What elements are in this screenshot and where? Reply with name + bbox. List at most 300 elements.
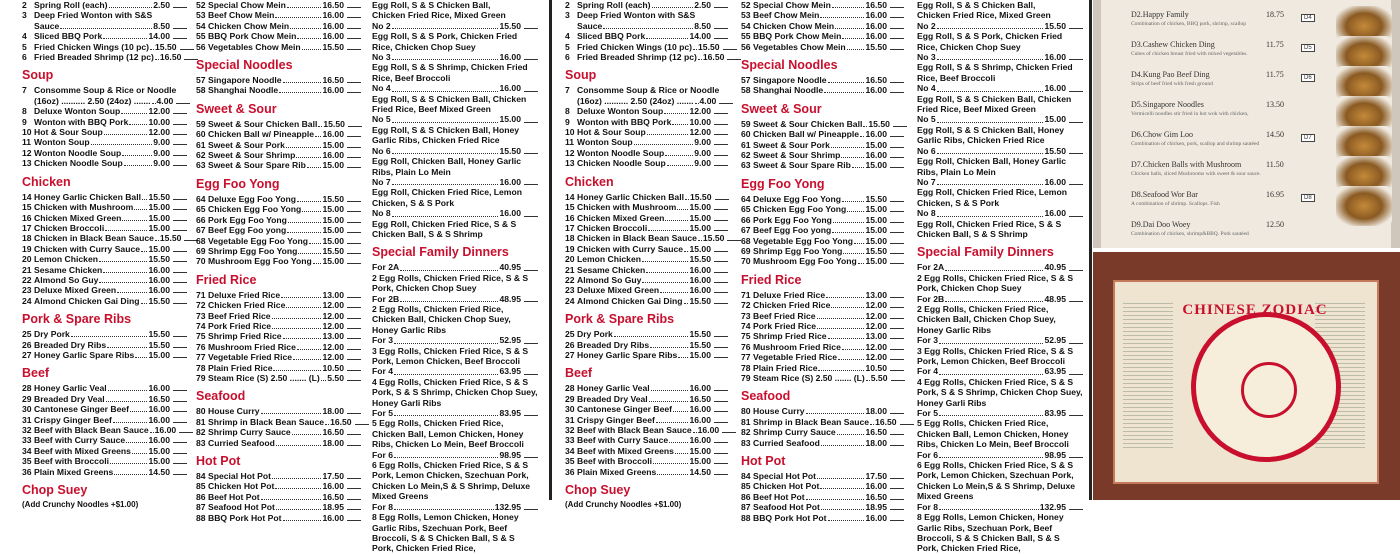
item-number: 7 bbox=[22, 85, 27, 96]
dot-leader bbox=[297, 349, 322, 350]
dot-leader bbox=[863, 126, 867, 127]
dot-leader bbox=[603, 28, 693, 29]
dot-leader bbox=[820, 17, 864, 18]
write-in-line bbox=[347, 328, 361, 329]
combo-label: For 3 bbox=[372, 335, 394, 346]
item-price: 15.50 bbox=[689, 295, 711, 306]
dot-leader bbox=[99, 282, 147, 283]
item-number: 33 bbox=[565, 435, 575, 446]
dot-leader bbox=[296, 157, 321, 158]
item-number: 72 bbox=[741, 300, 751, 311]
item-number: 79 bbox=[196, 372, 206, 383]
dot-leader bbox=[820, 488, 864, 489]
dot-leader bbox=[287, 232, 321, 233]
item-price: 9.00 bbox=[153, 147, 170, 158]
menu-item bbox=[22, 148, 187, 158]
item-price: 15.00 bbox=[865, 204, 887, 215]
write-in-line bbox=[173, 453, 187, 454]
item-number: 32 bbox=[565, 425, 575, 435]
write-in-line bbox=[890, 92, 904, 93]
item-name: Spring Roll (each) bbox=[577, 0, 651, 10]
item-price: 14.50 bbox=[689, 466, 711, 477]
write-in-line bbox=[524, 208, 538, 216]
item-number: 77 bbox=[741, 352, 751, 363]
item-name: BBQ Pork Chow Mein bbox=[208, 31, 297, 42]
item-number: 2 bbox=[565, 0, 570, 10]
section-heading: Beef bbox=[22, 366, 50, 381]
item-name: Crispy Ginger Beef bbox=[577, 414, 655, 425]
item-price: 15.50 bbox=[148, 339, 170, 350]
item-name: Steam Rice (S) 2.50 ....... (L) bbox=[208, 372, 320, 383]
item-price: 10.00 bbox=[689, 116, 711, 127]
item-price: 9.00 bbox=[694, 147, 711, 158]
menu-item bbox=[565, 158, 728, 168]
item-price: 16.00 bbox=[148, 274, 170, 285]
dot-leader bbox=[870, 424, 874, 425]
item-number: 35 bbox=[22, 456, 32, 467]
item-name: Shrimp in Black Bean Sauce bbox=[208, 416, 325, 427]
dot-leader bbox=[155, 240, 159, 241]
menu-item bbox=[22, 21, 187, 31]
section-heading: Special Family Dinners bbox=[372, 245, 509, 260]
menu-item bbox=[196, 311, 361, 321]
menu-panel-middle bbox=[553, 0, 1089, 554]
item-number: 19 bbox=[22, 243, 32, 254]
write-in-line bbox=[890, 328, 904, 329]
write-in-line bbox=[714, 336, 728, 337]
item-price: 12.00 bbox=[865, 341, 887, 352]
item-name: Curried Seafood bbox=[208, 437, 275, 448]
menu-item bbox=[196, 471, 361, 481]
item-name: Sesame Chicken bbox=[577, 264, 646, 275]
item-number: 80 bbox=[741, 406, 751, 417]
item-number: 54 bbox=[741, 20, 751, 31]
dot-leader bbox=[828, 82, 865, 83]
item-name: Lemon Chicken bbox=[577, 254, 641, 265]
item-number: 52 bbox=[741, 0, 751, 10]
item-name: Plain Mixed Greens bbox=[577, 466, 657, 477]
card-dish-name: D6.Chow Gim Loo bbox=[1131, 130, 1193, 139]
item-name: Plain Fried Rice bbox=[753, 362, 818, 373]
write-in-line bbox=[173, 474, 187, 475]
item-number: 6 bbox=[565, 52, 570, 63]
card-dish-name: D8.Seafood Wor Bar bbox=[1131, 190, 1198, 199]
dot-leader bbox=[290, 28, 321, 29]
item-price: 15.50 bbox=[148, 191, 170, 202]
combo-price: 16.00 bbox=[1044, 52, 1066, 63]
write-in-line bbox=[714, 124, 728, 125]
menu-item bbox=[196, 502, 361, 512]
write-in-line bbox=[524, 114, 538, 122]
combo-description: 2 Egg Rolls, Chicken Fried Rice, Chicken Ball, Chicken Chop Suey, Honey Garlic Ribs bbox=[917, 303, 1056, 335]
menu-item bbox=[741, 256, 904, 266]
item-price: 18.00 bbox=[865, 406, 887, 417]
item-name: Sweet & Sour Spare Rib bbox=[753, 160, 851, 171]
write-in-line bbox=[347, 349, 361, 350]
item-number: 73 bbox=[741, 310, 751, 321]
item-number: 70 bbox=[741, 256, 751, 267]
dot-leader bbox=[394, 408, 498, 416]
item-name: Pork Egg Foo Yong bbox=[208, 214, 287, 225]
dot-leader bbox=[297, 201, 321, 202]
zodiac-wheel bbox=[1191, 312, 1341, 462]
menu-item bbox=[196, 119, 361, 129]
write-in-line bbox=[714, 442, 728, 443]
item-name: Special Hot Pot bbox=[753, 471, 817, 481]
card-dish-desc: Strips of beef fried with fresh ground bbox=[1131, 81, 1213, 87]
item-number: 25 bbox=[22, 329, 32, 340]
item-number: 34 bbox=[22, 445, 32, 456]
menu-item bbox=[565, 285, 728, 295]
dot-leader bbox=[937, 146, 1044, 154]
combo-header bbox=[917, 294, 1083, 304]
item-price: 16.50 bbox=[702, 52, 725, 63]
item-price: 16.00 bbox=[148, 414, 170, 425]
combo-description: 8 Egg Rolls, Lemon Chicken, Honey Garlic Ribs, Szechuan Pork, Beef Broccoli, S & S Chicken Ball, S & S Pork, Chicken Fried Rice, bbox=[372, 512, 519, 554]
item-number: 84 bbox=[196, 471, 206, 481]
menu-item bbox=[22, 223, 187, 233]
item-price: 16.00 bbox=[865, 31, 887, 42]
write-in-line bbox=[347, 136, 361, 137]
item-number: 72 bbox=[196, 300, 206, 311]
card-dish-desc: Combination of chicken, pork, scallop and shrimp sautéed bbox=[1131, 141, 1260, 147]
menu-item bbox=[565, 446, 728, 456]
menu-item bbox=[565, 340, 728, 350]
combo-header bbox=[372, 177, 538, 187]
combo-header bbox=[917, 502, 1083, 512]
item-name: Chicken Ball w/ Pineapple bbox=[753, 129, 860, 140]
dot-leader bbox=[847, 49, 865, 50]
combo-price: 16.00 bbox=[1044, 208, 1066, 219]
item-name: Beef Chow Mein bbox=[753, 10, 820, 21]
item-price: 16.00 bbox=[322, 512, 344, 523]
item-number: 8 bbox=[565, 106, 570, 117]
combo-header bbox=[372, 21, 538, 31]
item-name: Chicken Broccoli bbox=[34, 222, 105, 233]
item-price: 2.50 bbox=[153, 0, 170, 10]
item-number: 36 bbox=[22, 466, 32, 477]
item-price: 18.95 bbox=[322, 502, 344, 513]
dot-leader bbox=[828, 338, 865, 339]
item-price: 15.00 bbox=[689, 222, 711, 233]
dot-leader bbox=[866, 380, 870, 381]
combo-price: 16.00 bbox=[499, 208, 521, 219]
item-name: Fried Breaded Shrimp (12 pc) bbox=[577, 52, 697, 63]
item-name: Sauce bbox=[34, 20, 60, 31]
item-number: 27 bbox=[565, 349, 575, 360]
card-dish-desc: Cubes of chicken breast fried with mixed vegetables. bbox=[1131, 51, 1248, 57]
write-in-line bbox=[727, 240, 741, 241]
item-name: Chicken with Curry Sauce bbox=[577, 243, 684, 254]
item-number: 17 bbox=[22, 222, 32, 233]
combo-description: 2 Egg Rolls, Chicken Fried Rice, S & S Pork, Chicken Chop Suey bbox=[917, 272, 1074, 294]
item-price: 8.50 bbox=[153, 20, 170, 31]
combo-header bbox=[917, 335, 1083, 345]
item-number: 84 bbox=[741, 471, 751, 481]
item-number: 77 bbox=[196, 352, 206, 363]
item-price: 18.00 bbox=[322, 406, 344, 417]
menu-item bbox=[22, 254, 187, 264]
item-price: 10.00 bbox=[148, 116, 170, 127]
menu-item bbox=[22, 137, 187, 147]
write-in-line bbox=[893, 126, 907, 127]
menu-item bbox=[741, 150, 904, 160]
section-heading: Fried Rice bbox=[741, 272, 802, 287]
dot-leader bbox=[141, 303, 148, 304]
panel-divider bbox=[1089, 0, 1092, 500]
dot-leader bbox=[695, 103, 699, 104]
dot-leader bbox=[660, 292, 688, 293]
item-name: Fried Chicken Wings (10 pc) bbox=[577, 41, 693, 52]
item-name: Shrimp Curry Sauce bbox=[753, 427, 836, 438]
dot-leader bbox=[132, 453, 148, 454]
dot-leader bbox=[858, 263, 865, 264]
write-in-line bbox=[347, 318, 361, 319]
dot-leader bbox=[835, 28, 864, 29]
combo-header bbox=[917, 262, 1083, 272]
item-price: 13.00 bbox=[322, 331, 344, 342]
dot-leader bbox=[297, 38, 321, 39]
card-dish-price: 11.75 bbox=[1266, 70, 1284, 79]
card-dish-tag: D5 bbox=[1301, 44, 1315, 52]
item-number: 60 bbox=[741, 129, 751, 140]
write-in-line bbox=[714, 453, 728, 454]
section-note: (Add Crunchy Noodles +$1.00) bbox=[22, 500, 139, 510]
menu-item bbox=[196, 481, 361, 491]
item-price: 16.00 bbox=[148, 435, 170, 446]
write-in-line bbox=[347, 499, 361, 500]
write-in-line bbox=[347, 520, 361, 521]
dot-leader bbox=[854, 243, 865, 244]
item-number: 8 bbox=[22, 106, 27, 117]
dot-leader bbox=[110, 463, 148, 464]
dot-leader bbox=[818, 370, 864, 371]
dot-leader bbox=[669, 442, 688, 443]
dot-leader bbox=[276, 445, 322, 446]
combo-price: 52.95 bbox=[1044, 335, 1066, 346]
dot-leader bbox=[286, 147, 322, 148]
item-price: 15.00 bbox=[865, 160, 887, 171]
write-in-line bbox=[714, 357, 728, 358]
menu-item bbox=[22, 275, 187, 285]
item-price: 16.50 bbox=[865, 0, 887, 10]
combo-description: Egg Roll, S & S Chicken Ball, Honey Garlic Ribs, Chicken Fried Rice bbox=[917, 124, 1065, 146]
dot-leader bbox=[292, 434, 322, 435]
write-in-line bbox=[347, 167, 361, 168]
combo-price: 132.95 bbox=[494, 501, 521, 512]
combo-price: 16.00 bbox=[499, 52, 521, 63]
item-number: 21 bbox=[565, 264, 575, 275]
menu-item bbox=[22, 96, 187, 106]
item-number: 67 bbox=[196, 225, 206, 236]
menu-item bbox=[22, 0, 187, 10]
combo-header bbox=[372, 450, 538, 460]
menu-item bbox=[22, 158, 187, 168]
dot-leader bbox=[937, 208, 1044, 216]
write-in-line bbox=[347, 82, 361, 83]
menu-item bbox=[741, 75, 904, 85]
item-number: 57 bbox=[741, 75, 751, 86]
item-price: 16.00 bbox=[689, 285, 711, 296]
item-price: 16.00 bbox=[689, 274, 711, 285]
write-in-line bbox=[890, 28, 904, 29]
item-number: 18 bbox=[22, 233, 32, 244]
menu-item bbox=[196, 21, 361, 31]
dot-leader bbox=[272, 478, 321, 479]
combo-label: For 6 bbox=[372, 449, 394, 460]
placemat bbox=[1113, 280, 1379, 484]
combo-price: 83.95 bbox=[1044, 408, 1066, 419]
item-name: House Curry bbox=[753, 406, 805, 417]
item-number: 9 bbox=[565, 116, 570, 127]
menu-item bbox=[565, 394, 728, 404]
write-in-line bbox=[890, 38, 904, 39]
menu-item bbox=[565, 202, 728, 212]
menu-item bbox=[741, 311, 904, 321]
dot-leader bbox=[842, 201, 864, 202]
menu-item bbox=[22, 213, 187, 223]
write-in-line bbox=[347, 253, 361, 254]
dot-leader bbox=[649, 401, 689, 402]
combo-description: Egg Roll, Chicken Ball, Honey Garlic Ribs, Plain Lo Mein bbox=[917, 156, 1066, 177]
dot-leader bbox=[107, 347, 147, 348]
menu-item bbox=[565, 265, 728, 275]
write-in-line bbox=[714, 251, 728, 252]
item-number: 18 bbox=[565, 233, 575, 244]
combo-description: 5 Egg Rolls, Chicken Fried Rice, Chicken Ball, Lemon Chicken, Honey Ribs, Chicken Lo Mein, Beef Broccoli bbox=[372, 418, 524, 450]
item-number: 74 bbox=[741, 320, 751, 331]
menu-item bbox=[196, 246, 361, 256]
item-name: Beef with Mixed Greens bbox=[34, 445, 131, 456]
combo-label: For 2A bbox=[372, 262, 400, 273]
item-price: 16.00 bbox=[865, 10, 887, 21]
item-name: Beef with Mixed Greens bbox=[577, 445, 674, 456]
menu-item bbox=[196, 342, 361, 352]
item-price: 16.00 bbox=[865, 481, 887, 492]
item-name: Chicken Egg Foo Yong bbox=[208, 204, 302, 215]
menu-item bbox=[741, 427, 904, 437]
dot-leader bbox=[122, 220, 147, 221]
item-name: Fried Breaded Shrimp (12 pc) bbox=[34, 52, 154, 63]
write-in-line bbox=[347, 222, 361, 223]
item-name: Chicken Noodle Soup bbox=[34, 158, 123, 169]
item-number: 32 bbox=[22, 425, 32, 435]
item-name: Consomme Soup & Rice or Noodle bbox=[34, 85, 177, 96]
write-in-line bbox=[714, 347, 728, 348]
dot-leader bbox=[394, 502, 494, 510]
item-price: 15.00 bbox=[322, 139, 344, 150]
write-in-line bbox=[524, 408, 538, 416]
dot-leader bbox=[634, 144, 694, 145]
write-in-line bbox=[890, 157, 904, 158]
dot-leader bbox=[860, 136, 864, 137]
dot-leader bbox=[283, 520, 322, 521]
combo-label: For 5 bbox=[372, 408, 394, 419]
item-price: 15.50 bbox=[322, 193, 344, 204]
combo-label: No 7 bbox=[917, 176, 936, 187]
combo-header bbox=[372, 408, 538, 418]
menu-item bbox=[565, 0, 728, 10]
item-number: 71 bbox=[741, 289, 751, 300]
combo-header bbox=[917, 408, 1083, 418]
combo-header bbox=[917, 177, 1083, 187]
section-heading: Special Noodles bbox=[196, 58, 293, 73]
item-number: 30 bbox=[565, 404, 575, 415]
combo-price: 16.00 bbox=[499, 176, 521, 187]
write-in-line bbox=[1069, 335, 1083, 343]
write-in-line bbox=[347, 243, 361, 244]
item-price: 15.50 bbox=[689, 254, 711, 265]
item-name: Mushroom Egg Foo Yong bbox=[208, 256, 312, 267]
item-price: 15.50 bbox=[155, 41, 177, 52]
item-name: Special Chow Mein bbox=[208, 0, 286, 10]
dot-leader bbox=[852, 167, 865, 168]
write-in-line bbox=[890, 370, 904, 371]
item-price: 15.00 bbox=[865, 256, 887, 267]
item-name: Honey Garlic Spare Ribs bbox=[577, 349, 678, 360]
menu-item bbox=[196, 352, 361, 362]
write-in-line bbox=[714, 422, 728, 423]
item-name: Shanghai Noodle bbox=[208, 85, 279, 96]
write-in-line bbox=[180, 49, 194, 50]
item-number: 7 bbox=[565, 85, 570, 96]
dot-leader bbox=[150, 432, 154, 433]
item-name: Wonton with BBQ Pork bbox=[577, 116, 672, 127]
menu-item bbox=[22, 202, 187, 212]
item-name: Chicken in Black Bean Sauce bbox=[34, 233, 154, 244]
item-number: 70 bbox=[196, 256, 206, 267]
write-in-line bbox=[524, 366, 538, 374]
menu-item bbox=[741, 246, 904, 256]
dot-leader bbox=[698, 240, 702, 241]
menu-item bbox=[565, 435, 728, 445]
section-heading: Fried Rice bbox=[196, 272, 257, 287]
card-dish-tag: D8 bbox=[1301, 194, 1315, 202]
dish-photo bbox=[1336, 186, 1392, 226]
menu-item bbox=[565, 137, 728, 147]
section-heading: Chop Suey bbox=[22, 483, 88, 498]
item-price: 15.50 bbox=[865, 41, 887, 52]
combo-header bbox=[917, 52, 1083, 62]
item-price: 12.00 bbox=[322, 352, 344, 363]
item-price: 16.00 bbox=[322, 150, 344, 161]
item-price: 16.00 bbox=[865, 20, 887, 31]
menu-item bbox=[22, 265, 187, 275]
menu-item bbox=[741, 140, 904, 150]
dot-leader bbox=[91, 144, 153, 145]
write-in-line bbox=[890, 349, 904, 350]
dot-leader bbox=[298, 253, 321, 254]
item-price: 10.50 bbox=[865, 362, 887, 373]
write-in-line bbox=[719, 103, 733, 104]
item-price: 14.00 bbox=[148, 31, 170, 42]
combo-label: For 2B bbox=[917, 293, 945, 304]
item-number: 82 bbox=[741, 427, 751, 438]
dot-leader bbox=[646, 38, 688, 39]
item-name: Beef with Broccoli bbox=[577, 456, 652, 467]
menu-item bbox=[22, 456, 187, 466]
dot-leader bbox=[939, 450, 1043, 458]
combo-price: 40.95 bbox=[499, 262, 521, 273]
write-in-line bbox=[890, 147, 904, 148]
dot-leader bbox=[400, 262, 498, 270]
dot-leader bbox=[103, 272, 147, 273]
item-name: Chicken Chow Mein bbox=[208, 20, 290, 31]
card-dish-name: D5.Singapore Noodles bbox=[1131, 100, 1204, 109]
item-number: 26 bbox=[22, 339, 32, 350]
write-in-line bbox=[173, 220, 187, 221]
menu-item bbox=[22, 446, 187, 456]
